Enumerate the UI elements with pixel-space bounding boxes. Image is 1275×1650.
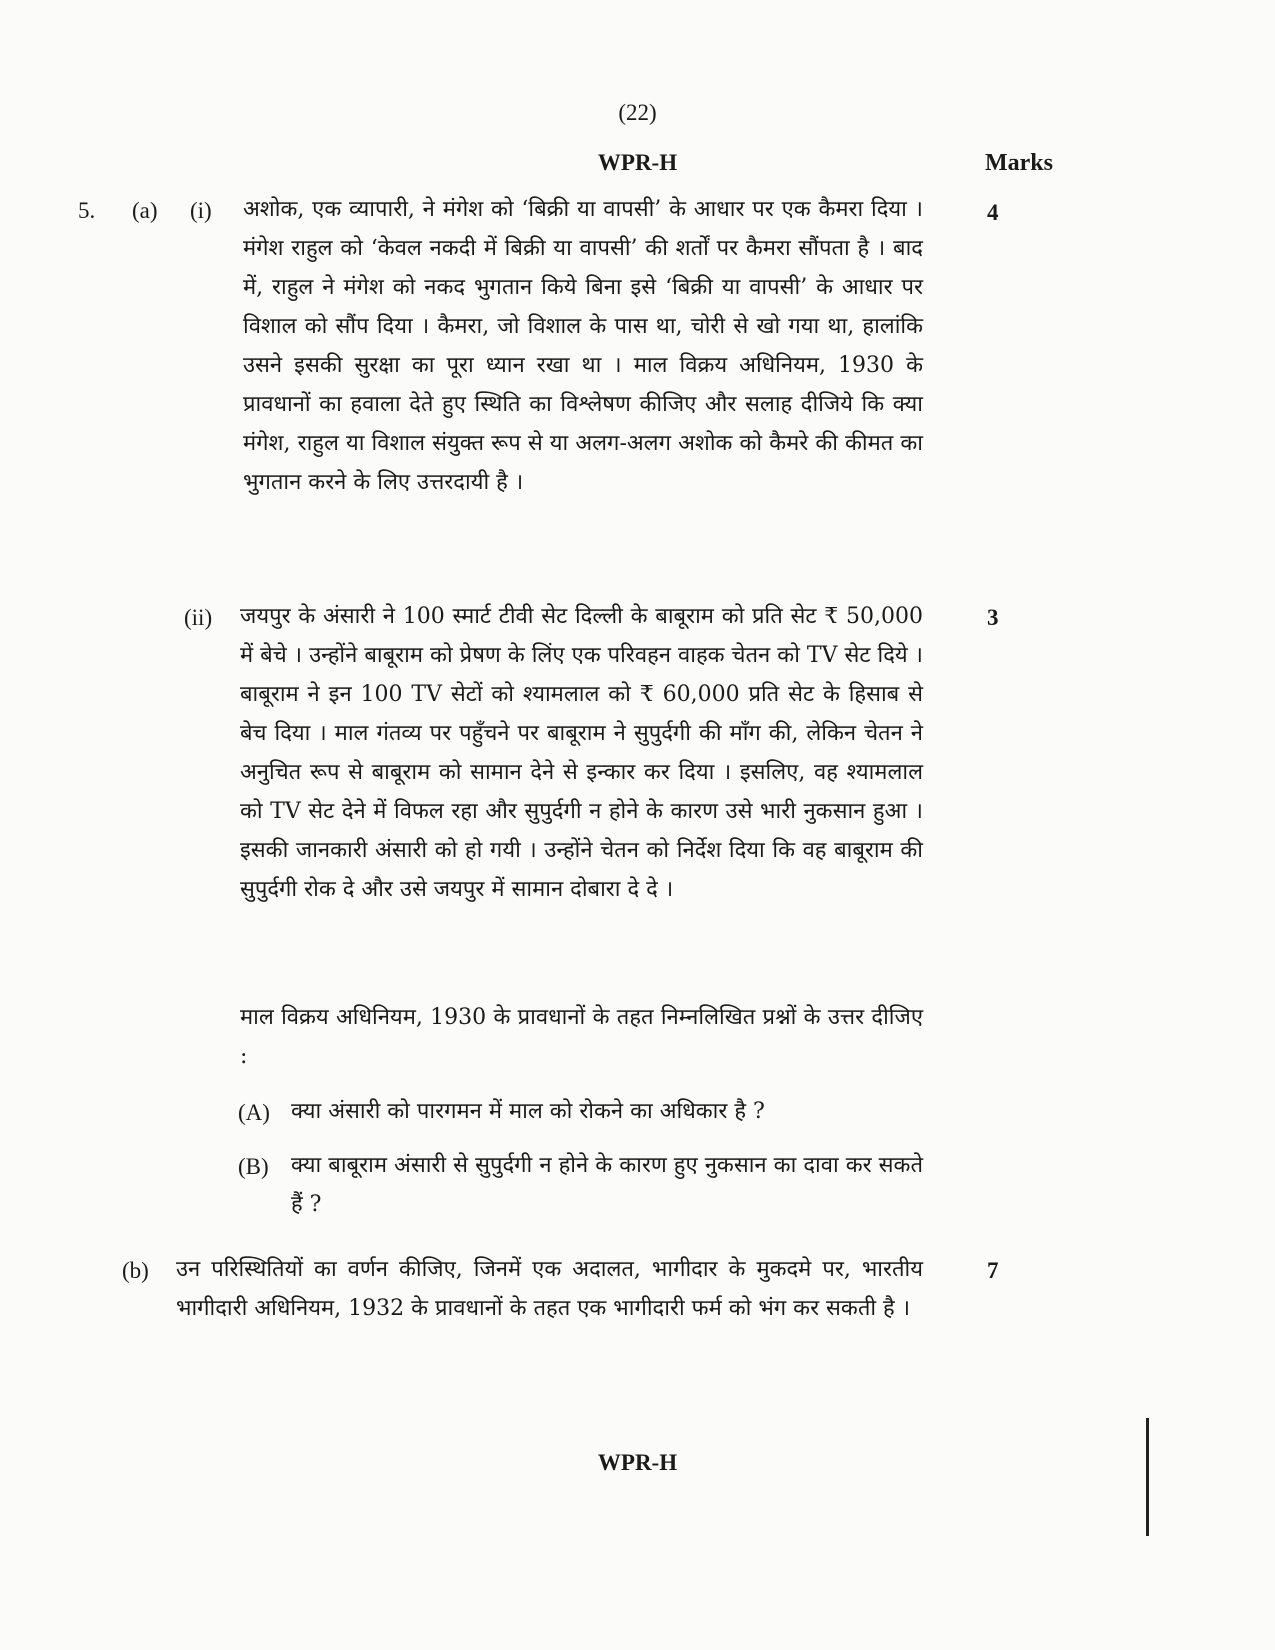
subquestion-A-text: क्या अंसारी को पारगमन में माल को रोकने का अधिकार है ? xyxy=(291,1099,765,1124)
part-b-marks: 7 xyxy=(987,1258,999,1283)
paper-code-footer: WPR-H xyxy=(597,1450,678,1475)
subpart-ii-text: जयपुर के अंसारी ने 100 स्मार्ट टीवी सेट दिल्ली के बाबूराम को प्रति सेट ₹ 50,000 में बेचे । उन्होंने बाबूराम को प्रेषण के लिंए एक परिवहन वाहक चेतन को TV सेट दिये । बाबूराम ने इन 100 TV सेटों को श्यामलाल को ₹ 60,000 प्रति सेट के हिसाब से बेच दिया । माल गंतव्य पर पहुँचने पर बाबूराम ने सुपुर्दगी की माँग की, लेकिन चेतन ने अनुचित रूप से बाबूराम को सामान देने से इन्कार कर दिया । इसलिए, वह श्यामलाल को TV सेट देने में विफल रहा और सुपुर्दगी न होने के कारण उसे भारी नुकसान हुआ । इसकी जानकारी अंसारी को हो गयी । उन्होंने चेतन को निर्देश दिया कि वह बाबूराम की सुपुर्दगी रोक दे और उसे जयपुर में सामान दोबारा दे दे । xyxy=(240,604,923,902)
question-number: 5. xyxy=(78,198,96,223)
part-b-label: (b) xyxy=(122,1258,149,1283)
subpart-ii-marks: 3 xyxy=(987,605,999,630)
subquestion-A-label: (A) xyxy=(238,1100,270,1125)
paper-code-header: WPR-H xyxy=(597,150,678,175)
subpart-i-label: (i) xyxy=(190,198,212,223)
part-b-text: उन परिस्थितियों का वर्णन कीजिए, जिनमें एक अदालत, भागीदार के मुकदमे पर, भारतीय भागीदारी अधिनियम, 1932 के प्रावधानों के तहत एक भागीदारी फर्म को भंग कर सकती है । xyxy=(176,1257,923,1321)
margin-line xyxy=(1146,1418,1149,1536)
part-a-label: (a) xyxy=(132,198,158,223)
subquestion-B-label: (B) xyxy=(238,1154,269,1179)
marks-heading: Marks xyxy=(985,150,1053,176)
subpart-i-text: अशोक, एक व्यापारी, ने मंगेश को ‘बिक्री या वापसी’ के आधार पर एक कैमरा दिया । मंगेश राहुल को ‘केवल नकदी में बिक्री या वापसी’ की शर्तों पर कैमरा सौंपता है । बाद में, राहुल ने मंगेश को नकद भुगतान किये बिना इसे ‘बिक्री या वापसी’ के आधार पर विशाल को सौंप दिया । कैमरा, जो विशाल के पास था, चोरी से खो गया था, हालांकि उसने इसकी सुरक्षा का पूरा ध्यान रखा था । माल विक्रय अधिनियम, 1930 के प्रावधानों का हवाला देते हुए स्थिति का विश्लेषण कीजिए और सलाह दीजिये कि क्या मंगेश, राहुल या विशाल संयुक्त रूप से या अलग-अलग अशोक को कैमरे की कीमत का भुगतान करने के लिए उत्तरदायी है । xyxy=(243,197,923,495)
subpart-ii-instruction: माल विक्रय अधिनियम, 1930 के प्रावधानों के तहत निम्नलिखित प्रश्नों के उत्तर दीजिए : xyxy=(240,1005,923,1069)
subquestion-B-text: क्या बाबूराम अंसारी से सुपुर्दगी न होने के कारण हुए नुकसान का दावा कर सकते हैं ? xyxy=(291,1153,923,1217)
page-number: (22) xyxy=(618,100,657,125)
subpart-i-marks: 4 xyxy=(987,200,999,225)
subpart-ii-label: (ii) xyxy=(184,605,213,630)
